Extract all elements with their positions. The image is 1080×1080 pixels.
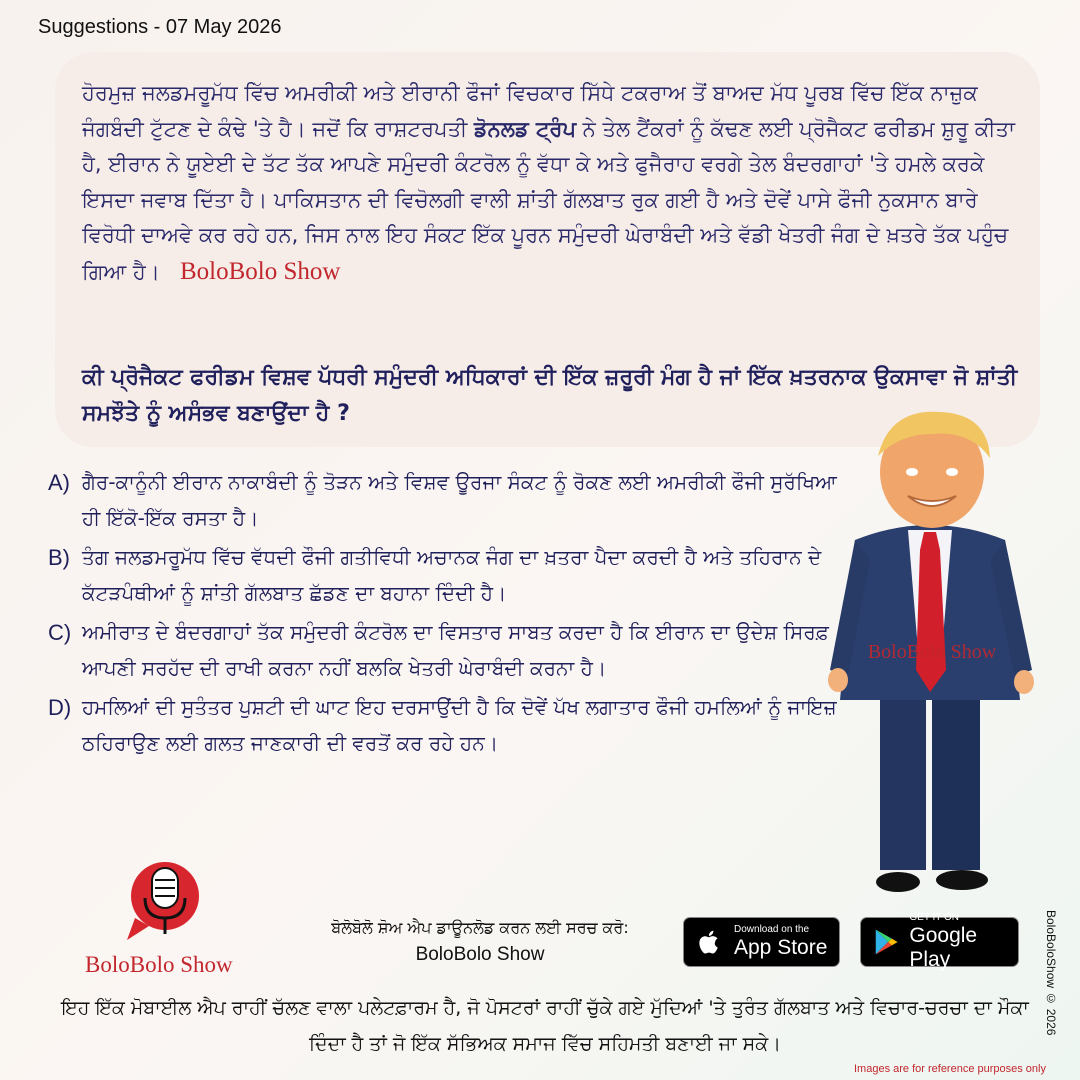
download-app-name: BoloBolo Show bbox=[415, 944, 545, 965]
article-paragraph bbox=[82, 76, 1022, 290]
footer-description: ਇਹ ਇੱਕ ਮੋਬਾਈਲ ਐਪ ਰਾਹੀਂ ਚੱਲਣ ਵਾਲਾ ਪਲੇਟਫ਼ਾਰਮ ਹੈ, ਜੋ ਪੋਸਟਰਾਂ ਰਾਹੀਂ ਚੁੱਕੇ ਗਏ ਮੁੱਦਿਆਂ 'ਤੇ ਤੁਰੰਤ ਗੱਲਬਾਤ ਅਤੇ ਵਿਚਾਰ-ਚਰਚਾ ਦਾ ਮੌਕਾ ਦਿੰਦਾ ਹੈ ਤਾਂ ਜੋ ਇੱਕ ਸੱਭਿਅਕ ਸਮਾਜ ਵਿੱਚ ਸਹਿਮਤੀ ਬਣਾਈ ਜਾ ਸਕੇ। bbox=[61, 997, 1029, 1055]
article-part2: ਨੇ ਤੇਲ ਟੈਂਕਰਾਂ ਨੂੰ ਕੱਢਣ ਲਈ ਪ੍ਰੋਜੈਕਟ ਫਰੀਡਮ ਸ਼ੁਰੂ ਕੀਤਾ ਹੈ, ਈਰਾਨ ਨੇ ਯੂਏਈ ਦੇ ਤੱਟ ਤੱਕ ਆਪਣੇ ਸਮੁੰਦਰੀ ਕੰਟਰੋਲ ਨੂੰ ਵੱਧਾ ਕੇ ਅਤੇ ਫੁਜੈਰਾਹ ਵਰਗੇ ਤੇਲ ਬੰਦਰਗਾਹਾਂ 'ਤੇ ਹਮਲੇ ਕਰਕੇ ਇਸਦਾ ਜਵਾਬ ਦਿੱਤਾ ਹੈ। ਪਾਕਿਸਤਾਨ ਦੀ ਵਿਚੋਲਗੀ ਵਾਲੀ ਸ਼ਾਂਤੀ ਗੱਲਬਾਤ ਰੁਕ ਗਈ ਹੈ ਅਤੇ ਦੋਵੇਂ ਪਾਸੇ ਫੌਜੀ ਨੁਕਸਾਨ ਬਾਰੇ ਵਿਰੋਧੀ ਦਾਅਵੇ ਕਰ ਰਹੇ ਹਨ, ਜਿਸ ਨਾਲ ਇਹ ਸੰਕਟ ਇੱਕ ਪੂਰਨ ਸਮੁੰਦਰੀ ਘੇਰਾਬੰਦੀ ਅਤੇ ਵੱਡੀ ਖੇਤਰੀ ਜੰਗ ਦੇ ਖ਼ਤਰੇ ਤੱਕ ਪਹੁੰਚ ਗਿਆ ਹੈ। bbox=[82, 116, 1015, 284]
app-store-big: App Store bbox=[734, 936, 828, 959]
option-text: ਅਮੀਰਾਤ ਦੇ ਬੰਦਰਗਾਹਾਂ ਤੱਕ ਸਮੁੰਦਰੀ ਕੰਟਰੋਲ ਦਾ ਵਿਸਤਾਰ ਸਾਬਤ ਕਰਦਾ ਹੈ ਕਿ ਈਰਾਨ ਦਾ ਉਦੇਸ਼ ਸਿਰਫ਼ ਆਪਣੀ ਸਰਹੱਦ ਦੀ ਰਾਖੀ ਕਰਨਾ ਨਹੀਂ ਬਲਕਿ ਖੇਤਰੀ ਘੇਰਾਬੰਦੀ ਕਰਨਾ ਹੈ। bbox=[82, 620, 829, 680]
option-b[interactable] bbox=[48, 540, 848, 611]
microphone-logo-icon bbox=[105, 858, 225, 948]
option-letter: D) bbox=[48, 695, 72, 720]
google-play-small: GET IT ON bbox=[909, 912, 960, 923]
option-letter: C) bbox=[48, 620, 72, 645]
option-text: ਗੈਰ-ਕਾਨੂੰਨੀ ਈਰਾਨ ਨਾਕਾਬੰਦੀ ਨੂੰ ਤੋੜਨ ਅਤੇ ਵਿਸ਼ਵ ਊਰਜਾ ਸੰਕਟ ਨੂੰ ਰੋਕਣ ਲਈ ਅਮਰੀਕੀ ਫੌਜੀ ਸੁਰੱਖਿਆ ਹੀ ਇੱਕੋ-ਇੱਕ ਰਸਤਾ ਹੈ। bbox=[82, 470, 837, 530]
option-c[interactable] bbox=[48, 615, 848, 686]
logo-text: BoloBolo Show bbox=[85, 952, 233, 977]
figure-watermark: BoloBolo Show bbox=[867, 641, 997, 663]
bolobolo-logo bbox=[85, 858, 245, 988]
question-text: ਕੀ ਪ੍ਰੋਜੈਕਟ ਫਰੀਡਮ ਵਿਸ਼ਵ ਪੱਧਰੀ ਸਮੁੰਦਰੀ ਅਧਿਕਾਰਾਂ ਦੀ ਇੱਕ ਜ਼ਰੂਰੀ ਮੰਗ ਹੈ ਜਾਂ ਇੱਕ ਖ਼ਤਰਨਾਕ ਉਕਸਾਵਾ ਜੋ ਸ਼ਾਂਤੀ ਸਮਝੌਤੇ ਨੂੰ ਅਸੰਭਵ ਬਣਾਉਂਦਾ ਹੈ ? bbox=[82, 365, 1018, 426]
options-list bbox=[48, 465, 848, 765]
option-text: ਹਮਲਿਆਂ ਦੀ ਸੁਤੰਤਰ ਪੁਸ਼ਟੀ ਦੀ ਘਾਟ ਇਹ ਦਰਸਾਉਂਦੀ ਹੈ ਕਿ ਦੋਵੇਂ ਪੱਖ ਲਗਾਤਾਰ ਫੌਜੀ ਹਮਲਿਆਂ ਨੂੰ ਜਾਇਜ਼ ਠਹਿਰਾਉਣ ਲਈ ਗਲਤ ਜਾਣਕਾਰੀ ਦੀ ਵਰਤੋਂ ਕਰ ਰਹੇ ਹਨ। bbox=[82, 695, 837, 755]
option-letter: B) bbox=[48, 545, 70, 570]
image-credit: Images are for reference purposes only bbox=[854, 1063, 1046, 1075]
app-store-small: Download on the bbox=[734, 924, 810, 935]
caricature-figure bbox=[820, 400, 1050, 900]
option-a[interactable] bbox=[48, 465, 848, 536]
google-play-icon bbox=[871, 926, 901, 958]
article-bold-name: ਡੋਨਲਡ ਟ੍ਰੰਪ bbox=[474, 116, 576, 141]
option-letter: A) bbox=[48, 470, 70, 495]
download-instruction: ਬੋਲੋਬੋਲੋ ਸ਼ੋਅ ਐਪ ਡਾਊਨਲੋਡ ਕਰਨ ਲਈ ਸਰਚ ਕਰੋ: bbox=[331, 918, 629, 937]
google-play-button[interactable] bbox=[860, 912, 1019, 971]
option-d[interactable] bbox=[48, 690, 848, 761]
app-store-text bbox=[734, 924, 827, 960]
copyright-vertical: BoloBoloShow © 2026 bbox=[1044, 910, 1058, 1036]
article-part1: ਹੋਰਮੁਜ਼ ਜਲਡਮਰੂਮੱਧ ਵਿੱਚ ਅਮਰੀਕੀ ਅਤੇ ਈਰਾਨੀ ਫੌਜਾਂ ਵਿਚਕਾਰ ਸਿੱਧੇ ਟਕਰਾਅ ਤੋਂ ਬਾਅਦ ਮੱਧ ਪੂਰਬ ਵਿੱਚ ਇੱਕ ਨਾਜ਼ੁਕ ਜੰਗਬੰਦੀ ਟੁੱਟਣ ਦੇ ਕੰਢੇ 'ਤੇ ਹੈ। ਜਦੋਂ ਕਿ ਰਾਸ਼ਟਰਪਤੀ bbox=[82, 81, 978, 141]
option-text: ਤੰਗ ਜਲਡਮਰੂਮੱਧ ਵਿੱਚ ਵੱਧਦੀ ਫੌਜੀ ਗਤੀਵਿਧੀ ਅਚਾਨਕ ਜੰਗ ਦਾ ਖ਼ਤਰਾ ਪੈਦਾ ਕਰਦੀ ਹੈ ਅਤੇ ਤਹਿਰਾਨ ਦੇ ਕੱਟੜਪੰਥੀਆਂ ਨੂੰ ਸ਼ਾਂਤੀ ਗੱਲਬਾਤ ਛੱਡਣ ਦਾ ਬਹਾਨਾ ਦਿੰਦੀ ਹੈ। bbox=[82, 545, 822, 605]
google-play-text bbox=[909, 912, 1018, 972]
inline-watermark: BoloBolo Show bbox=[179, 257, 341, 285]
download-prompt bbox=[270, 918, 690, 966]
caricature-illustration bbox=[820, 400, 1050, 900]
app-store-button[interactable] bbox=[683, 917, 840, 967]
apple-icon bbox=[694, 926, 726, 958]
header-date: Suggestions - 07 May 2026 bbox=[38, 16, 282, 38]
google-play-big: Google Play bbox=[909, 924, 978, 971]
